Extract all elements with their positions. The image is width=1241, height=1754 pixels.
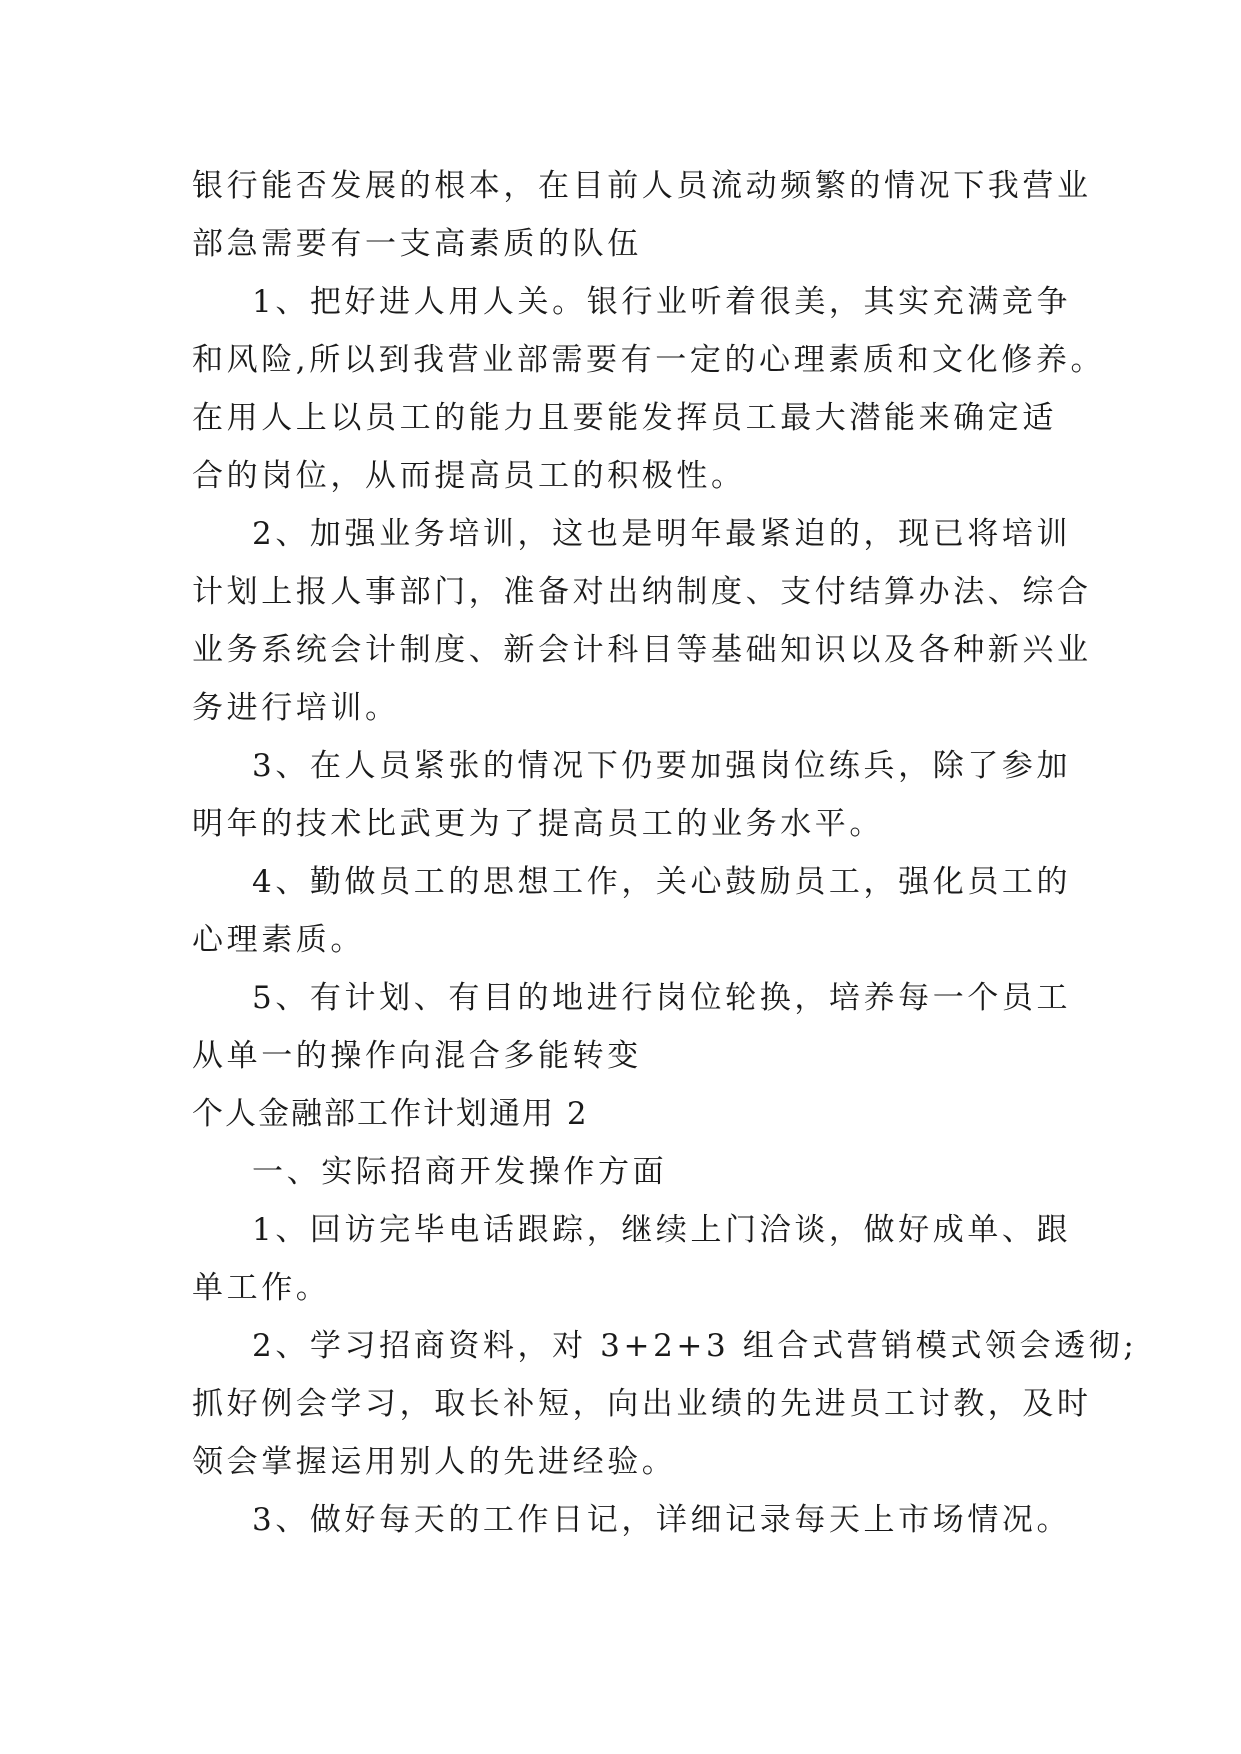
paragraph-line: 业务系统会计制度、新会计科目等基础知识以及各种新兴业 <box>192 632 1092 668</box>
paragraph-line: 在用人上以员工的能力且要能发挥员工最大潜能来确定适 <box>192 400 1057 436</box>
paragraph-line: 务进行培训。 <box>192 690 400 726</box>
section-heading: 个人金融部工作计划通用 2 <box>192 1096 589 1132</box>
paragraph-line: 单工作。 <box>192 1270 331 1306</box>
paragraph-line: 计划上报人事部门，准备对出纳制度、支付结算办法、综合 <box>192 574 1092 610</box>
list-item-line: 2、学习招商资料，对 3+2+3 组合式营销模式领会透彻; <box>252 1328 1138 1364</box>
list-item-line: 3、在人员紧张的情况下仍要加强岗位练兵，除了参加 <box>252 748 1072 784</box>
paragraph-line: 明年的技术比武更为了提高员工的业务水平。 <box>192 806 884 842</box>
paragraph-line: 从单一的操作向混合多能转变 <box>192 1038 642 1074</box>
paragraph-line: 领会掌握运用别人的先进经验。 <box>192 1444 677 1480</box>
paragraph-line: 抓好例会学习，取长补短，向出业绩的先进员工讨教，及时 <box>192 1386 1092 1422</box>
list-item-line: 1、回访完毕电话跟踪，继续上门洽谈，做好成单、跟 <box>252 1212 1072 1248</box>
paragraph-line: 合的岗位，从而提高员工的积极性。 <box>192 458 746 494</box>
paragraph-line: 部急需要有一支高素质的队伍 <box>192 226 642 262</box>
paragraph-line: 心理素质。 <box>192 922 365 958</box>
paragraph-line: 银行能否发展的根本，在目前人员流动频繁的情况下我营业 <box>192 168 1092 204</box>
subsection-heading: 一、实际招商开发操作方面 <box>252 1154 668 1190</box>
paragraph-line: 和风险,所以到我营业部需要有一定的心理素质和文化修养。 <box>192 342 1106 378</box>
list-item-line: 2、加强业务培训，这也是明年最紧迫的，现已将培训 <box>252 516 1072 552</box>
list-item-line: 1、把好进人用人关。银行业听着很美，其实充满竞争 <box>252 284 1072 320</box>
list-item-line: 5、有计划、有目的地进行岗位轮换，培养每一个员工 <box>252 980 1072 1016</box>
list-item-line: 3、做好每天的工作日记，详细记录每天上市场情况。 <box>252 1502 1072 1538</box>
list-item-line: 4、勤做员工的思想工作，关心鼓励员工，强化员工的 <box>252 864 1072 900</box>
